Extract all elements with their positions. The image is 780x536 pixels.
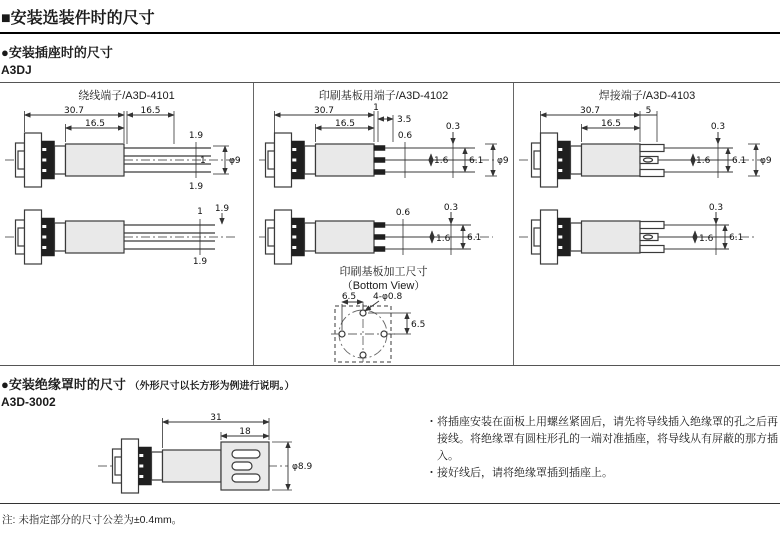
column-a3d-4102 bbox=[253, 83, 513, 365]
column-header: 印刷基板用端子/A3D-4102 bbox=[318, 90, 449, 102]
dim-label: 6.5 bbox=[410, 320, 425, 330]
section-cover-heading-note: （外形尺寸以长方形为例进行说明。） bbox=[129, 381, 295, 392]
bottom-view-subtitle: （Bottom View） bbox=[341, 279, 426, 292]
dim-label: 4-φ0.8 bbox=[372, 292, 402, 302]
dim-label: 1.9 bbox=[188, 182, 204, 192]
section-cover-heading-text: ●安装绝缘罩时的尺寸 bbox=[1, 377, 126, 392]
column-header: 焊接端子/A3D-4103 bbox=[598, 90, 696, 102]
dim-label: 16.5 bbox=[334, 119, 355, 129]
dim-label: 1.9 bbox=[188, 131, 204, 141]
dim-label: 0.3 bbox=[443, 203, 458, 213]
dim-label: 0.3 bbox=[445, 122, 460, 132]
dim-label: 16.5 bbox=[84, 119, 106, 129]
dimensions-table bbox=[0, 82, 780, 366]
dim-label: 16.5 bbox=[140, 106, 161, 116]
page-footer bbox=[0, 503, 780, 527]
dim-label: 31 bbox=[210, 413, 222, 423]
column-a3d-4101 bbox=[0, 83, 253, 365]
dim-label: 6.1 bbox=[732, 156, 747, 166]
dim-label: 30.7 bbox=[579, 106, 601, 116]
dim-label: 1.6 bbox=[433, 156, 448, 166]
cover-instructions bbox=[426, 414, 780, 507]
drawing-a3d-4102-bottom bbox=[257, 201, 511, 265]
model-a3d-3002: A3D-3002 bbox=[1, 395, 56, 409]
dim-label: 0.6 bbox=[395, 208, 410, 218]
cover-section-body bbox=[0, 412, 780, 507]
dim-label: 5 bbox=[645, 106, 652, 116]
dim-label: 30.7 bbox=[313, 106, 334, 116]
drawing-a3d-4103-bottom bbox=[517, 201, 777, 265]
page-title: ■安装选装件时的尺寸 bbox=[0, 0, 780, 34]
dim-label: 18 bbox=[239, 427, 251, 437]
dim-label: φ8.9 bbox=[292, 462, 313, 472]
dim-label: φ9 bbox=[760, 156, 772, 166]
dim-label: 1 bbox=[372, 103, 379, 113]
instruction-item: ・将插座安装在面板上用螺丝紧固后，请先将导线插入绝缘罩的孔之后再接线。将绝缘罩有圆柱形孔的一端对准插座，将导线从有屏蔽的那方插入。 bbox=[426, 416, 778, 463]
instruction-item: ・接好线后，请将绝缘罩插到插座上。 bbox=[426, 467, 613, 480]
dim-label: 0.3 bbox=[710, 122, 726, 132]
section-cover-heading bbox=[1, 374, 780, 393]
drawing-a3d-3002 bbox=[92, 412, 402, 507]
drawing-a3d-4103-top bbox=[517, 103, 777, 201]
dim-label: 3.5 bbox=[396, 115, 411, 125]
section-socket-heading: ●安装插座时的尺寸 bbox=[1, 45, 113, 60]
dim-label: 1.9 bbox=[214, 204, 230, 214]
dim-label: 1.9 bbox=[192, 257, 208, 265]
drawing-a3d-4101-top bbox=[3, 103, 250, 201]
bottom-view-title: 印刷基板加工尺寸 bbox=[339, 266, 428, 278]
dim-label: φ9 bbox=[496, 156, 509, 166]
dim-label: 6.1 bbox=[468, 156, 483, 166]
drawing-a3d-4102-top bbox=[257, 103, 511, 201]
column-header: 绕线端子/A3D-4101 bbox=[78, 90, 175, 102]
dim-label: 1.6 bbox=[696, 156, 711, 166]
dim-label: 1 bbox=[197, 207, 203, 217]
tolerance-note: 注: 未指定部分的尺寸公差为±0.4mm。 bbox=[2, 514, 183, 526]
dim-label: 0.6 bbox=[397, 131, 412, 141]
drawing-pcb-bottom-view bbox=[257, 292, 511, 366]
dim-label: 6.1 bbox=[729, 233, 744, 243]
dim-label: φ9 bbox=[229, 156, 241, 166]
dim-label: 1 bbox=[200, 156, 206, 166]
dim-label: 0.3 bbox=[708, 203, 724, 213]
dim-label: 6.1 bbox=[466, 233, 481, 243]
dim-label: 16.5 bbox=[600, 119, 622, 129]
dim-label: 1.6 bbox=[699, 234, 714, 244]
column-a3d-4103 bbox=[513, 83, 780, 365]
dim-label: 1.6 bbox=[435, 234, 450, 244]
dim-label: 6.5 bbox=[341, 292, 356, 302]
dim-label: 30.7 bbox=[63, 106, 85, 116]
model-a3dj: A3DJ bbox=[1, 63, 32, 77]
drawing-a3d-4101-bottom bbox=[3, 201, 250, 265]
